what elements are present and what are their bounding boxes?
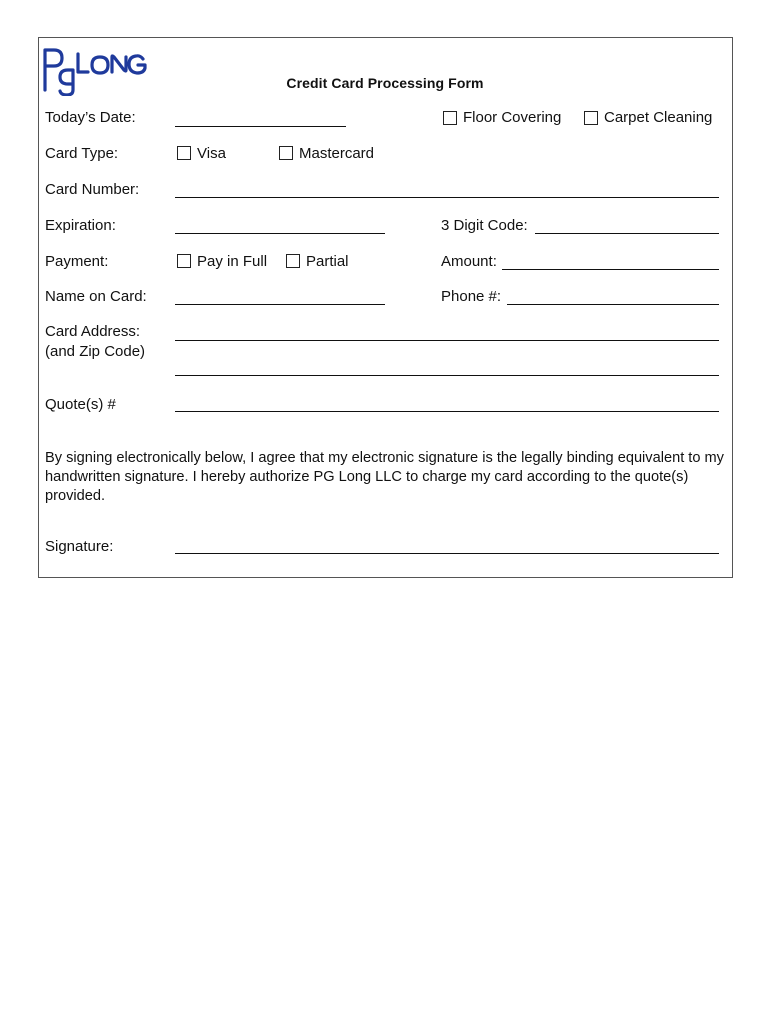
card-address-field-line-2[interactable] — [175, 375, 719, 376]
agreement-text: By signing electronically below, I agree that my electronic signature is the legally binding equivalent to my handwritten signature. I hereby authorize PG Long LLC to charge my card according to the quote(s) provided. — [45, 450, 724, 504]
name-on-card-label: Name on Card: — [45, 288, 147, 305]
mastercard-label: Mastercard — [299, 145, 375, 162]
carpet-cleaning-label: Carpet Cleaning — [604, 109, 713, 126]
visa-checkbox[interactable] — [177, 146, 191, 160]
card-address-field-line-1[interactable] — [175, 340, 719, 341]
todays-date-label: Today’s Date: — [45, 109, 136, 126]
name-on-card-field[interactable] — [175, 304, 385, 305]
partial-label: Partial — [306, 253, 349, 270]
amount-field[interactable] — [502, 269, 719, 270]
digit-code-label: 3 Digit Code: — [441, 217, 528, 234]
floor-covering-checkbox[interactable] — [443, 111, 457, 125]
card-number-label: Card Number: — [45, 181, 140, 198]
pay-in-full-label: Pay in Full — [197, 253, 268, 270]
signature-label: Signature: — [45, 538, 114, 555]
card-type-label: Card Type: — [45, 145, 119, 162]
expiration-field[interactable] — [175, 233, 385, 234]
carpet-cleaning-checkbox[interactable] — [584, 111, 598, 125]
digit-code-field[interactable] — [535, 233, 719, 234]
partial-checkbox[interactable] — [286, 254, 300, 268]
zip-code-label: (and Zip Code) — [45, 343, 146, 360]
form-title: Credit Card Processing Form — [286, 75, 484, 91]
quotes-field[interactable] — [175, 411, 719, 412]
phone-field[interactable] — [507, 304, 719, 305]
signature-field[interactable] — [175, 553, 719, 554]
floor-covering-label: Floor Covering — [463, 109, 562, 126]
expiration-label: Expiration: — [45, 217, 116, 234]
quotes-label: Quote(s) # — [45, 396, 116, 413]
visa-label: Visa — [197, 145, 226, 162]
card-address-label: Card Address: — [45, 323, 141, 340]
card-number-field[interactable] — [175, 197, 719, 198]
amount-label: Amount: — [441, 253, 497, 270]
todays-date-field[interactable] — [175, 126, 346, 127]
mastercard-checkbox[interactable] — [279, 146, 293, 160]
phone-label: Phone #: — [441, 288, 502, 305]
pay-in-full-checkbox[interactable] — [177, 254, 191, 268]
payment-label: Payment: — [45, 253, 109, 270]
